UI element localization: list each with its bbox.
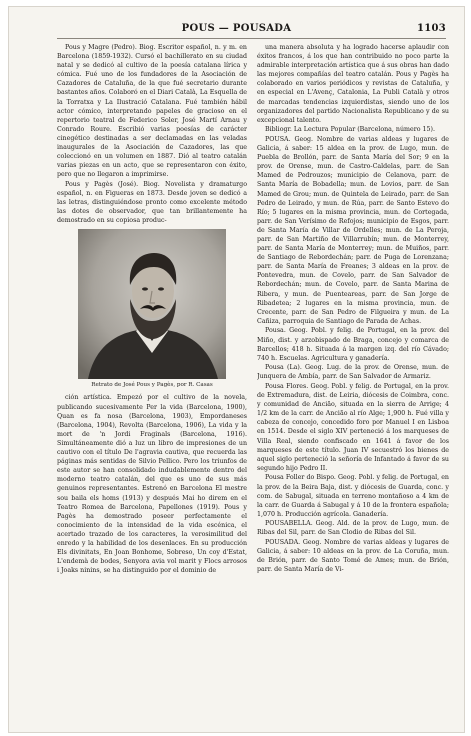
entry-pousa: POUSA. Geog. Nombre de varias aldeas y lugares de Galicia, á saber: 15 aldea en la prov. de Lugo, mun. de Puebla de Brollón, parr. de Santa María del Sor; 9 en la prov. de Orense, mun. de Castro-Caldelas, parr. de San Mamed de Pedrouzos; municipio de Celanova, parr. de Santa María de Bobadella; mun. de Lovios, parr. de San Mamed de Grou; mun. de Quintela de Leirado, parr. de San Pedro de Leirado, y mun. de Rúa, parr. de Santo Estevo do Río; 5 lugares en la misma provincia, mun. de Cortegada, parr. de San Verísimo de Refojos; municipio de Esgos, parr. de Santa María de Villar de Ordelles; mun. de La Peroja, parr. de San Martiño de Villarrubín; mun. de Monterrey, parr. de Santa María de Monterrey; mun. de Muiños, parr. de Santiago de Rebordechán; parr. de Puga de Lorenzana; parr. de Santa María de Freanes; 3 aldeas en la prov. de Pontevedra, mun. de Covelo, parr. de San Salvador de Rebordechán; mun. de Covelo, parr. de Santa Marina de Ribera, y mun. de Puenteareas, parr. de San Jorge de Ribadetea; 2 lugares en la misma provincia, mun. de Crecente, parr. de San Pedro de Filgueira y mun. de La Cañiza, parroquia de Santiago de Parada de Achas. (257, 135, 449, 325)
entry-pous-pages: Pous y Pagès (José). Biog. Novelista y dramaturgo español, n. en Figueras en 1873. Desde joven se dedicó a las letras, distinguiéndose pronto como excelente método las dotes de observador, que tan brillantemente ha demostrado en su copiosa produc- (57, 180, 247, 225)
entry-pous-magre: Pous y Magre (Pedro). Biog. Escritor español, n. y m. en Barcelona (1859-1932). Cursó el bachillerato en su ciudad natal y se dedicó al cultivo de la poesía catalana lírica y cómica. Fué uno de los fundadores de la Asociación de Cazadores de Cataluña, de la que fué secretario durante bastantes años. Colaboró en el Diari Català, La Esquella de la Torratxa y La Ilustració Catalana. Fué también hábil actor cómico, interpretando papeles de gracioso en el repertorio teatral de Federico Soler, José Martí Arnau y Conrado Roure. Escribió varias poesías de carácter cinegético destinadas a ser declamadas en las veladas inaugurales de la Asociación de Cazadores, las que coleccionó en un volumen en 1887. Dió al teatro catalán varias piezas en un acto, que se representaron con éxito, pero que no llegaron a imprimirse. (57, 44, 247, 179)
running-header (9, 23, 464, 37)
entry-pousa-la: Pousa (La). Geog. Lug. de la prov. de Orense, mun. de Junquera de Ambía, parr. de San Salvador de Armariz. (257, 364, 449, 381)
portrait-figure (57, 229, 247, 390)
right-column (257, 43, 449, 719)
dictionary-page (8, 6, 465, 733)
entry-pous-pages-continued: ción artística. Empezó por el cultivo de la novela, publicando sucesivamente Per la vida (Barcelona, 1900), Quan es fa nosa (Barcelona, 1903), Empordaneses (Barcelona, 1904), Revolta (Barcelona, 1906), La vida y la mort de 'n Jordi Fraginals (Barcelona, 1916). Simultáneamente dió a luz un libro de impresiones de un cautivo con el título De l'agravia cautiva, que recuerda las páginas más sentidas de Silvio Pellico. Pero los triunfos de este autor se han consolidado indudablemente dentro del moderno teatro catalán, del que es uno de sus más genuinos representantes. Estrenó en Barcelona El mestre sou baila els homs (1913) y después Mai ho direm en el Teatro Romea de Barcelona, Papellones (1919). Pous y Pagès ha demostrado poseer perfectamente el conocimiento de la intensidad de la vida escénica, el acertado trazado de los caracteres, la verosimilitud del enredo y la habilidad de los desenlaces. En su producción Els divinitats, En Joan Bonhome, Sobreso, Un coy d'Estat, L'endemà de bodes, Senyora avia vol marit y Flocs arrosos i Joaks ninins, se ha distinguido por el dominio de (57, 394, 247, 575)
entry-pousabella: POUSABELLA. Geog. Ald. de la prov. de Lugo, mun. de Ribas del Sil, parr. de San Clodio de Ribas del Sil. (257, 520, 449, 537)
header-title: POUS — POUSADA (181, 23, 292, 34)
entry-pousa-flores: Pousa Flores. Geog. Pobl. y felig. de Portugal, en la prov. de Extremadura, dist. de Leiria, diócesis de Coimbra, conc. y comunidad de Ancião, situada en la sierra de Arrige; 4 1/2 km de la carr. de Ancião al río Alge; 1,900 h. Fué villa y cabeza de concejo, concedido foro por Manuel I en Lisboa en 1514. Desde el siglo XIV perteneció á los marqueses de Villa Real, siendo confiscado en 1641 á favor de los marqueses de este título. Juan IV secuestró los bienes de aquel siglo perteneció la señoría de Infantado á favor de su segundo hijo Pedro II. (257, 382, 449, 472)
bibliography: Bibliogr. La Lectura Popular (Barcelona, número 15). (265, 126, 436, 134)
portrait-caption: Retrato de José Pous y Pagès, por R. Casas (91, 382, 213, 389)
entry-pousada: POUSADA. Geog. Nombre de varias aldeas y lugares de Galicia, á saber: 10 aldeas en la prov. de La Coruña, mun. de Brión, parr. de Santo Tomé de Ames; mun. de Brión, parr. de Santa María de Vi- (257, 539, 449, 574)
entry-pousa-portugal: Pousa. Geog. Pobl. y felig. de Portugal, en la prov. del Miño, dist. y arzobispado de Braga, concejo y comarca de Barcellos; 418 h. Situada á la margen izq. del río Cávado; 740 h. Escuelas. Agricultura y ganadería. (257, 327, 449, 362)
portrait-image (78, 229, 226, 379)
left-column (57, 43, 247, 719)
header-rule (57, 38, 446, 39)
page-number: 1103 (416, 23, 446, 34)
entry-pousa-foller: Pousa Foller do Bispo. Geog. Pobl. y felig. de Portugal, en la prov. de la Beira Baja, dist. y diócesis de Guarda, conc. y com. de Sabugal, situada en terreno montañoso a 4 km de la carr. de Guarda á Sabugal y á 10 de la frontera española; 1,070 h. Producción agrícola. Ganadería. (257, 474, 449, 518)
entry-continuation: una manera absoluta y ha logrado hacerse aplaudir con éxitos francos, á los que han contribuido no poco parte la admirable interpretación artística que á sus obras han dado las mejores compañías del teatro catalán. Pous y Pagès ha colaborado en varios periódicos y revistas de Cataluña, y en especial en L'Avenç, Catalonia, La Publi Català y otros de marcadas tendencias izquierdistas, siendo uno de los organizadores del partido Nacionalista Republicano y de su excepcional talento. (257, 44, 449, 124)
